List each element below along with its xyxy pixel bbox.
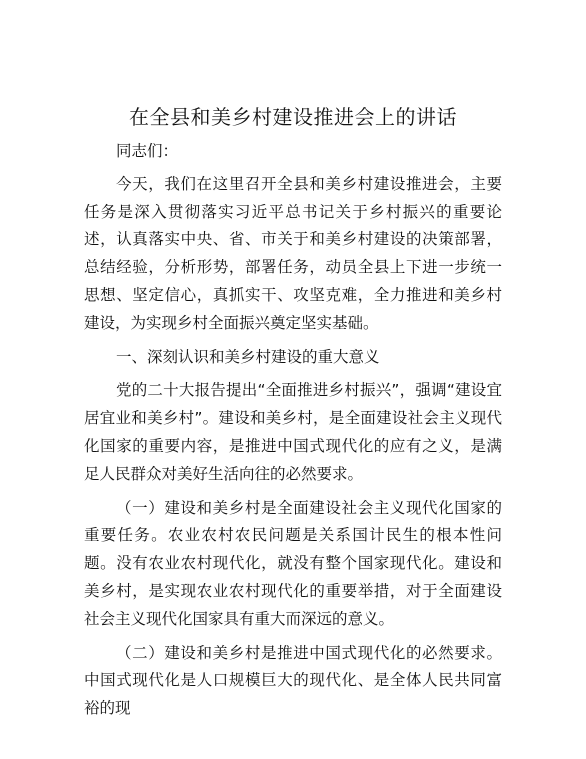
paragraph-point-2: （二）建设和美乡村是推进中国式现代化的必然要求。中国式现代化是人口规模巨大的现代化、是全体人民共同富裕的现 <box>84 643 502 718</box>
paragraph-significance: 党的二十大报告提出“全面推进乡村振兴”，强调“建设宜居宜业和美乡村”。建设和美乡村，是全面建设社会主义现代化国家的重要内容，是推进中国式现代化的应有之义，是满足人民群众对美好生活向往的必然要求。 <box>84 381 502 483</box>
document-title: 在全县和美乡村建设推进会上的讲话 <box>129 105 457 129</box>
paragraph-intro: 今天，我们在这里召开全县和美乡村建设推进会，主要任务是深入贯彻落实习近平总书记关于乡村振兴的重要论述，认真落实中央、省、市关于和美乡村建设的决策部署，总结经验，分析形势，部署任务，动员全县上下进一步统一思想、坚定信心，真抓实干、攻坚克难，全力推进和美乡村建设，为实现乡村全面振兴奠定坚实基础。 <box>84 174 502 332</box>
paragraph-point-1: （一）建设和美乡村是全面建设社会主义现代化国家的重要任务。农业农村农民问题是关系国计民生的根本性问题。没有农业农村现代化，就没有整个国家现代化。建设和美乡村，是实现农业农村现代化的重要举措，对于全面建设社会主义现代化国家具有重大而深远的意义。 <box>84 498 502 628</box>
greeting: 同志们： <box>116 142 179 160</box>
section-heading-1: 一、深刻认识和美乡村建设的重大意义 <box>116 347 380 366</box>
document-body <box>84 138 502 729</box>
